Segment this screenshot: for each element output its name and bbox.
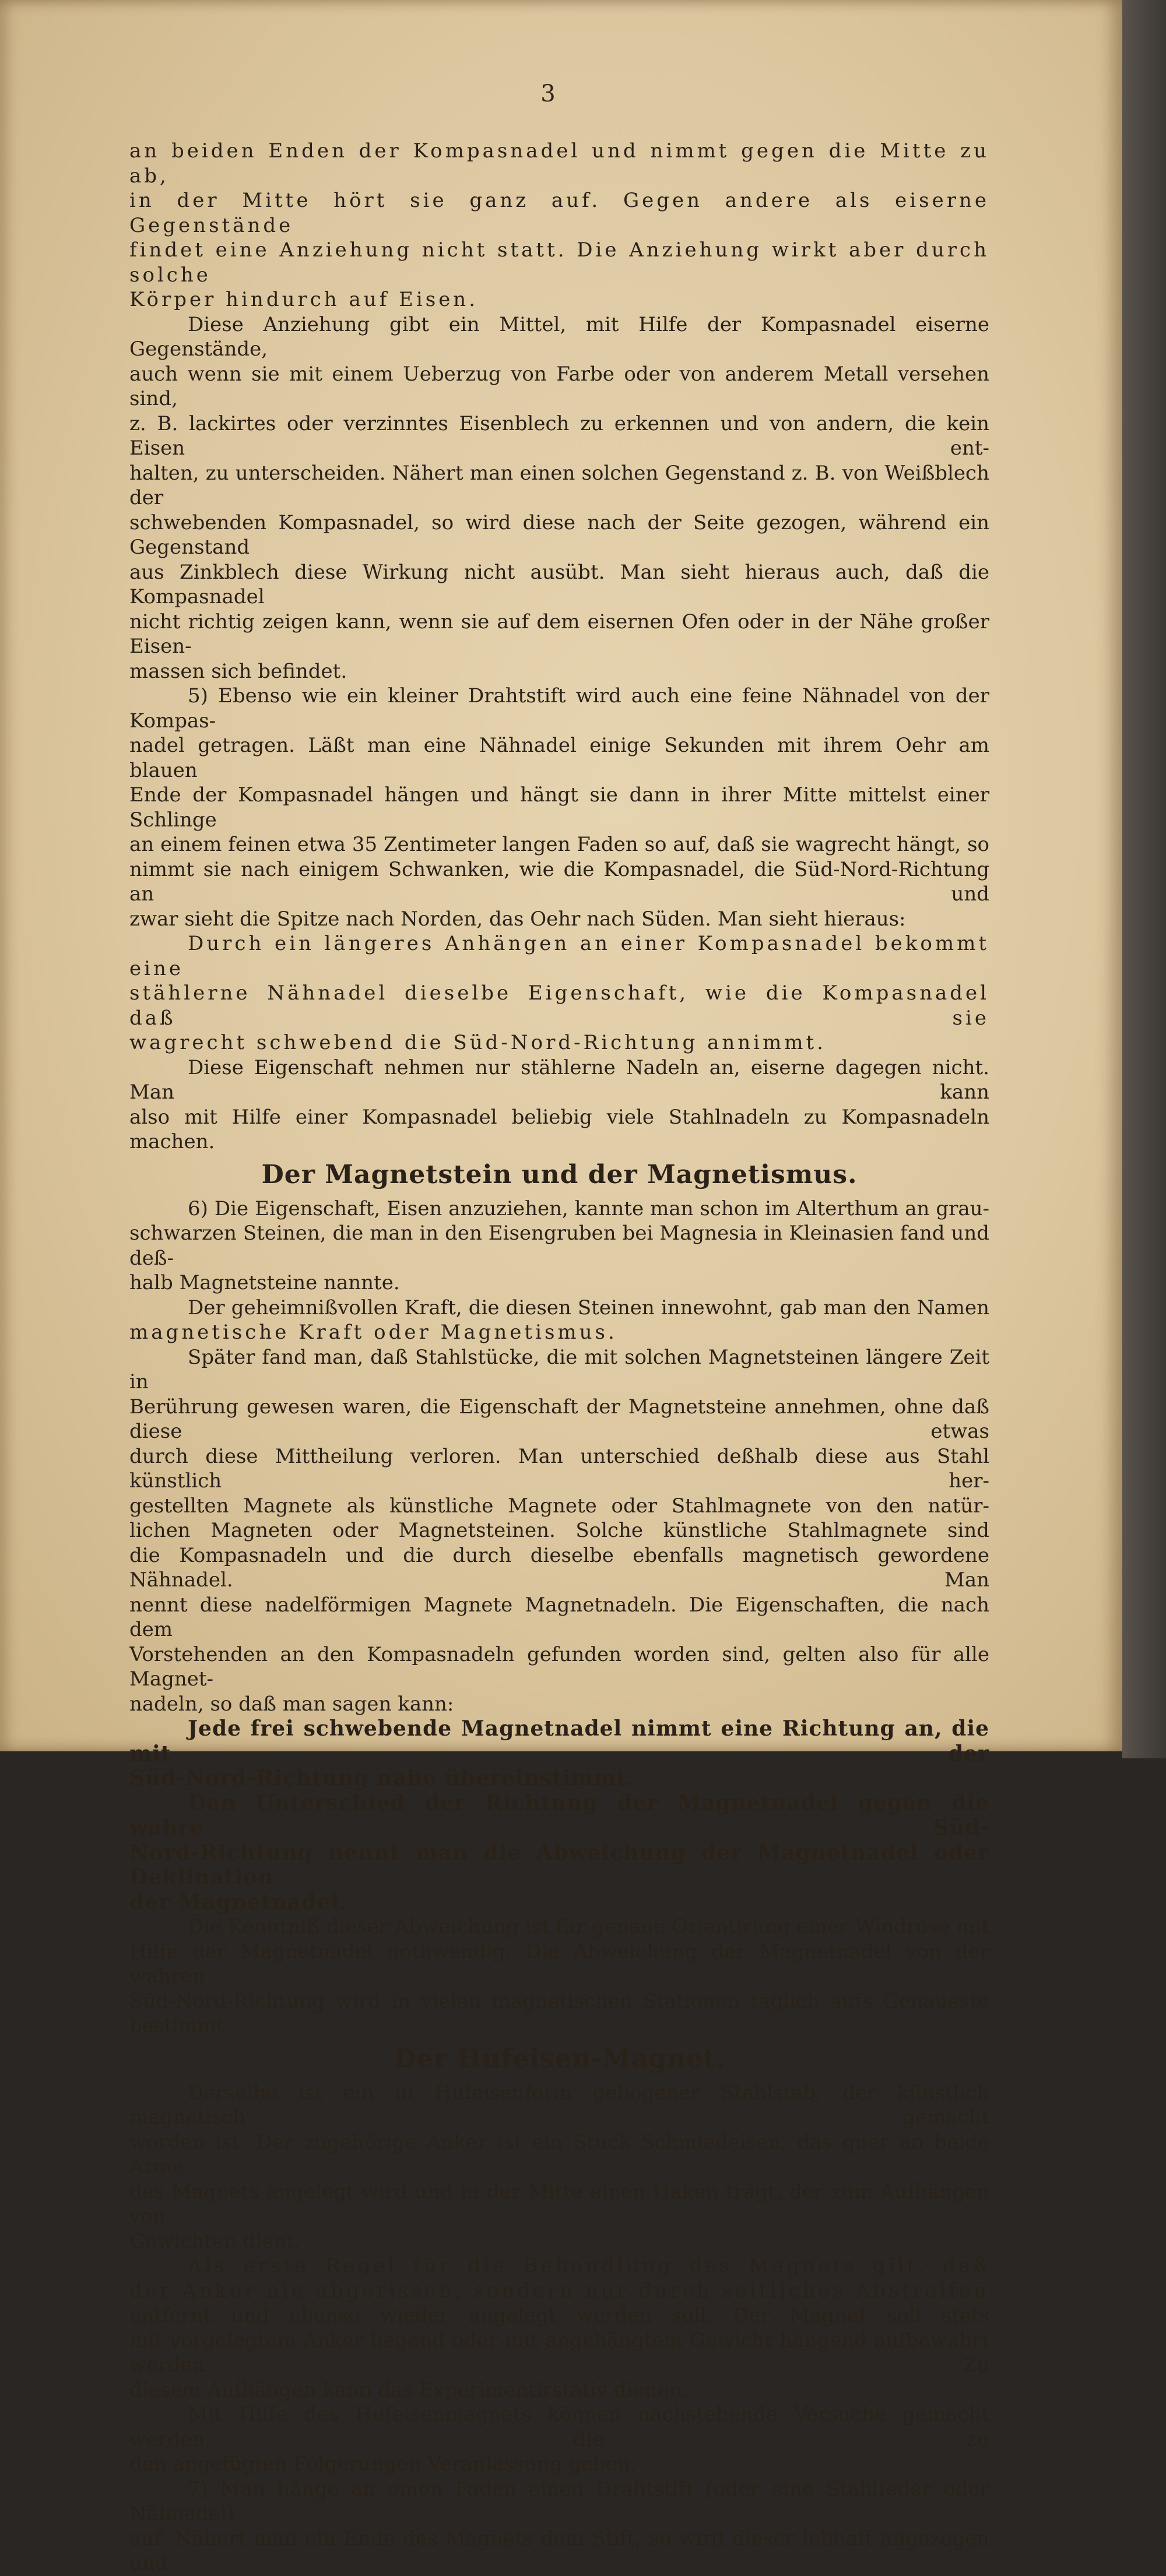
text-line: nadeln, so daß man sagen kann:: [129, 1692, 454, 1716]
text-line: der Anker nie abgerissen, sondern nur durch seitliches Abstreifen: [129, 2279, 989, 2303]
text-line: Süd-Nord-Richtung wird in vielen magnetischen Stationen täglich aufs Genaueste bestimmt.: [129, 1989, 989, 2037]
text-line: an beiden Enden der Kompasnadel und nimmt gegen die Mitte zu ab,: [129, 139, 989, 188]
text-line: Der geheimnißvollen Kraft, die diesen Steinen innewohnt, gab man den Namen: [188, 1296, 989, 1319]
text-line: mit vorgelegtem Anker liegend oder mit angehängtem Gewicht hängend aufbewahrt werden. Zu: [129, 2328, 989, 2377]
text-line: Ende der Kompasnadel hängen und hängt sie dann in ihrer Mitte mittelst einer Schlinge: [129, 783, 989, 832]
section-heading: Der Hufeisen-Magnet.: [394, 2043, 725, 2074]
text-line: Körper hindurch auf Eisen.: [129, 288, 479, 311]
text-line: nimmt sie nach einigem Schwanken, wie die Kompasnadel, die Süd-Nord-Richtung an und: [129, 857, 989, 906]
book-cover-edge: [1122, 0, 1166, 1758]
text-line: findet eine Anziehung nicht statt. Die Anziehung wirkt aber durch solche: [129, 238, 989, 287]
text-line: massen sich befindet.: [129, 659, 347, 683]
text-line: gestellten Magnete als künstliche Magnete oder Stahlmagnete von den natür-: [129, 1494, 989, 1518]
text-line: also mit Hilfe einer Kompasnadel beliebig viele Stahlnadeln zu Kompasnadeln machen.: [129, 1105, 989, 1153]
page-number: 3: [540, 80, 556, 107]
text-line: nicht richtig zeigen kann, wenn sie auf dem eisernen Ofen oder in der Nähe großer Eisen-: [129, 610, 989, 658]
text-line: 5) Ebenso wie ein kleiner Drahtstift wird auch eine feine Nähnadel von der Kompas-: [129, 684, 989, 733]
text-line: Hilfe der Magnetnadel nothwendig. Die Abweichung der Magnetnadel von der wahren: [129, 1940, 989, 1988]
text-line: Durch ein längeres Anhängen an einer Kompasnadel bekommt eine: [129, 932, 989, 980]
text-line: Den Unterschied der Richtung der Magnetnadel gegen die wahre Süd-: [129, 1790, 989, 1840]
text-line: die Kompasnadeln und die durch dieselbe ebenfalls magnetisch gewordene Nähnadel. Man: [129, 1543, 989, 1592]
text-line: den angefügten Folgerungen Veranlassung geben.: [129, 2452, 637, 2476]
text-line: Als erste Regel für die Behandlung des Magnets gilt, daß: [188, 2254, 989, 2278]
text-line: 7) Man hänge an einen Faden einen Drahtstift (oder eine Stahlfeder oder Nähnadel): [129, 2477, 989, 2525]
text-line: zwar sieht die Spitze nach Norden, das Oehr nach Süden. Man sieht hieraus:: [129, 907, 906, 931]
text-line: lichen Magneten oder Magnetsteinen. Solche künstliche Stahlmagnete sind: [129, 1519, 989, 1542]
text-line: diesem Aufhängen kann das Experimentirstativ dienen.: [129, 2378, 689, 2402]
text-line: halb Magnetsteine nannte.: [129, 1271, 400, 1294]
text-line: aus Zinkblech diese Wirkung nicht ausübt. Man sieht hieraus auch, daß die Kompasnadel: [129, 560, 989, 608]
text-line: stählerne Nähnadel dieselbe Eigenschaft, wie die Kompasnadel daß sie: [129, 981, 989, 1030]
text-line: nennt diese nadelförmigen Magnete Magnetnadeln. Die Eigenschaften, die nach dem: [129, 1593, 989, 1641]
text-line: Diese Eigenschaft nehmen nur stählerne Nadeln an, eiserne dagegen nicht. Man kann: [129, 1055, 989, 1104]
section-heading: Der Magnetstein und der Magnetismus.: [261, 1159, 858, 1190]
text-line: Derselbe ist ein in Hufeisenform gebogener Stahlstab, der künstlich magnetisch gemacht: [129, 2081, 989, 2129]
text-line: entfernt und ebenso wieder angelegt werden soll. Der Magnet soll stets: [129, 2304, 989, 2327]
text-line: worden ist. Der zugehörige Anker ist ein Stück Schmiedeisen, das quer an beide Arme: [129, 2130, 989, 2179]
text-line: an einem feinen etwa 35 Zentimeter langen Faden so auf, daß sie wagrecht hängt, so: [129, 833, 989, 856]
text-line: halten, zu unterscheiden. Nähert man einen solchen Gegenstand z. B. von Weißblech der: [129, 461, 989, 509]
text-line: des Magnets angelegt wird und in der Mitte einen Haken trägt, der zum Aufhängen von: [129, 2180, 989, 2228]
text-line: nadel getragen. Läßt man eine Nähnadel einige Sekunden mit ihrem Oehr am blauen: [129, 734, 989, 782]
text-line: auf. Nähert man ein Ende des Magnets dem Stift, so wird dieser lebhaft angezogen und: [129, 2526, 989, 2575]
text-line: magnetische Kraft oder Magnetismus.: [129, 1321, 617, 1344]
text-line: Gewichten dient.: [129, 2229, 301, 2253]
text-line: schwarzen Steinen, die man in den Eisengruben bei Magnesia in Kleinasien fand und deß-: [129, 1222, 989, 1270]
text-line: der Magnetnadel.: [129, 1889, 347, 1915]
text-line: 6) Die Eigenschaft, Eisen anzuziehen, kannte man schon im Alterthum an grau-: [188, 1196, 989, 1220]
text-line: Nord-Richtung nennt man die Abweichung der Magnetnadel oder Deklination: [129, 1840, 989, 1889]
text-line: Süd-Nord-Richtung nahe übereinstimmt.: [129, 1766, 635, 1790]
page-text: [129, 139, 989, 2576]
text-line: Die Kenntniß dieser Abweichung ist für genaue Orientirung einer Windrose mit: [188, 1915, 989, 1938]
text-line: Diese Anziehung gibt ein Mittel, mit Hilfe der Kompasnadel eiserne Gegenstände,: [129, 312, 989, 361]
text-line: in der Mitte hört sie ganz auf. Gegen andere als eiserne Gegenstände: [129, 189, 989, 237]
text-line: z. B. lackirtes oder verzinntes Eisenblech zu erkennen und von andern, die kein Eisen ent-: [129, 411, 989, 460]
text-line: Berührung gewesen waren, die Eigenschaft der Magnetsteine annehmen, ohne daß diese etwas: [129, 1395, 989, 1443]
text-line: Später fand man, daß Stahlstücke, die mit solchen Magnetsteinen längere Zeit in: [129, 1345, 989, 1393]
text-line: Jede frei schwebende Magnetnadel nimmt eine Richtung an, die mit der: [129, 1716, 989, 1766]
text-line: auch wenn sie mit einem Ueberzug von Farbe oder von anderem Metall versehen sind,: [129, 362, 989, 410]
text-line: Mit Hilfe des Hufeisenmagnets können nachstehende Versuche gemacht werden, die zu: [129, 2403, 989, 2451]
text-line: schwebenden Kompasnadel, so wird diese nach der Seite gezogen, während ein Gegenstand: [129, 511, 989, 559]
text-line: durch diese Mittheilung verloren. Man unterschied deßhalb diese aus Stahl künstlich her-: [129, 1444, 989, 1493]
text-line: Vorstehenden an den Kompasnadeln gefunden worden sind, gelten also für alle Magnet-: [129, 1642, 989, 1691]
text-line: wagrecht schwebend die Süd-Nord-Richtung annimmt.: [129, 1031, 826, 1054]
